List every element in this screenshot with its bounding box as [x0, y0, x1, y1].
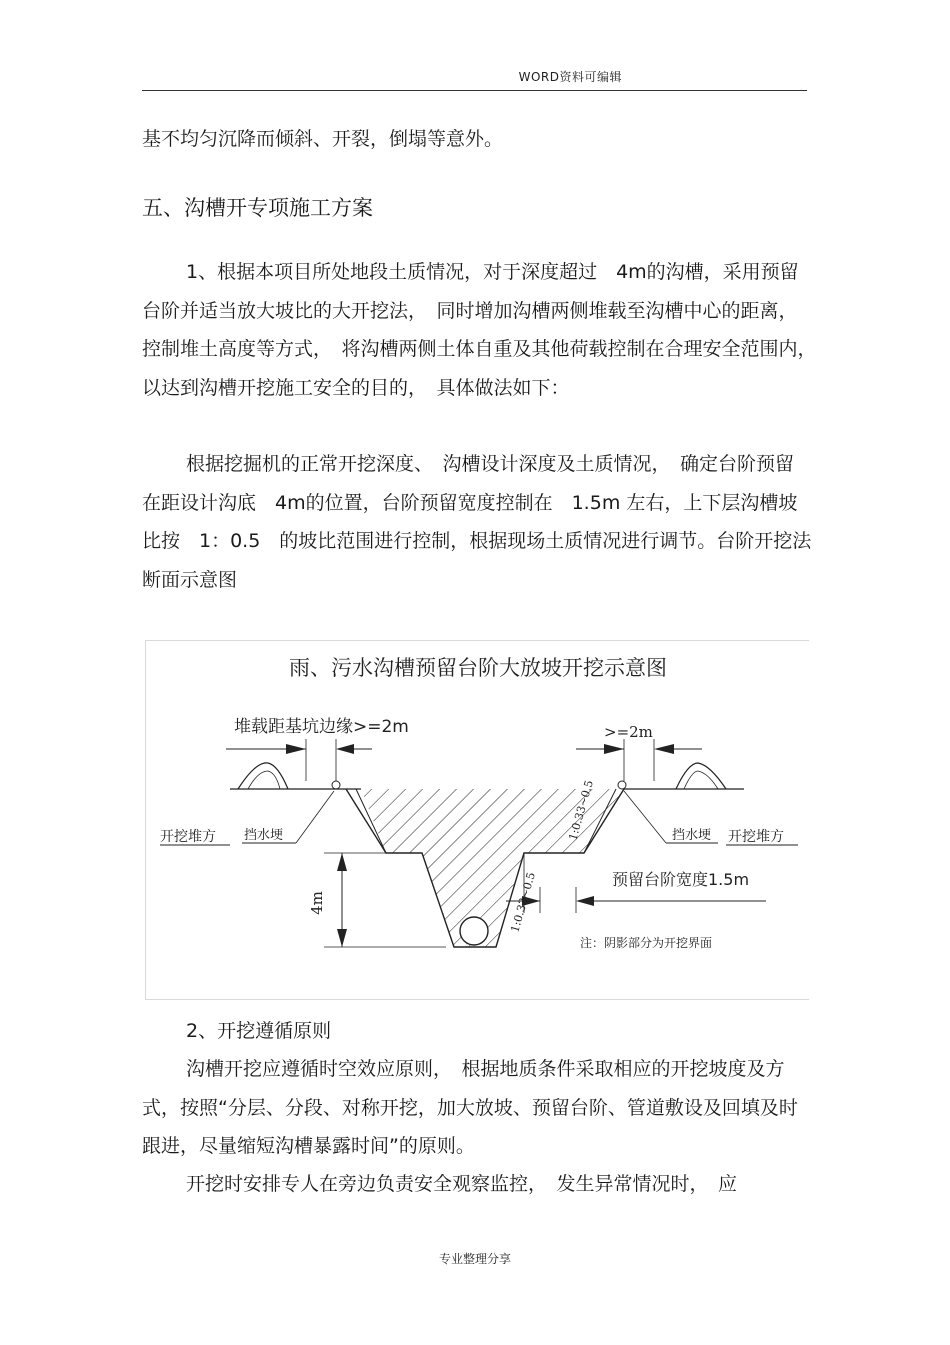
paragraph-step-details: 根据挖掘机的正常开挖深度、 沟槽设计深度及土质情况， 确定台阶预留在距设计沟底 4m的位置，台阶预留宽度控制在 1.5m 左右，上下层沟槽坡比按 1：0.5 的坡比范围进行控制，根据现场土质情况进行调节。台阶开挖法断面示意图 [142, 453, 812, 591]
label-left-dam: 挡水埂 [244, 828, 284, 843]
right-arrow-in [604, 744, 624, 754]
left-arrow-in [286, 744, 306, 754]
subheading-principles: 2、开挖遵循原则 [186, 1020, 332, 1042]
label-left-distance: 堆载距基坑边缘>=2m [234, 717, 409, 737]
depth-arrow-bottom [337, 929, 347, 947]
paragraph-monitoring: 开挖时安排专人在旁边负责安全观察监控， 发生异常情况时， 应 [186, 1173, 738, 1195]
right-dam-icon [618, 781, 626, 789]
excavation-diagram [145, 640, 809, 1000]
label-slope-upper: 1:0.33~0.5 [566, 778, 596, 842]
header-text: WORD资料可编辑 [518, 70, 622, 84]
label-slope-lower: 1:0.33~0.5 [508, 870, 538, 934]
right-spoil-heap [676, 763, 726, 789]
left-arrow-out [336, 744, 354, 754]
label-right-distance: >=2m [604, 723, 653, 741]
depth-arrow-top [337, 853, 347, 871]
label-right-dam: 挡水埂 [672, 828, 712, 843]
header-rule [142, 90, 807, 91]
left-spoil-heap [238, 763, 288, 789]
left-dam-icon [332, 781, 340, 789]
page-footer: 专业整理分享 [438, 1252, 511, 1266]
label-note: 注：阴影部分为开挖界面 [580, 936, 713, 950]
label-step-width: 预留台阶宽度1.5m [612, 870, 750, 889]
pipe-icon [460, 917, 488, 945]
left-spoil-inner [248, 771, 280, 789]
paragraph-method: 1、根据本项目所处地段土质情况，对于深度超过 4m的沟槽，采用预留台阶并适当放大坡比的大开挖法， 同时增加沟槽两侧堆载至沟槽中心的距离， 控制堆土高度等方式， 将沟槽两侧土体自重及其他荷载控制在合理安全范围内， 以达到沟槽开挖施工安全的目的， 具体做法如下： [142, 261, 827, 399]
right-spoil-inner [684, 771, 718, 789]
section-title: 五、沟槽开专项施工方案 [142, 196, 373, 220]
label-left-spoil: 开挖堆方 [160, 829, 216, 845]
right-arrow-out [654, 744, 674, 754]
page-header [142, 68, 807, 85]
paragraph-continuation: 基不均匀沉降而倾斜、开裂，倒塌等意外。 [142, 128, 504, 150]
label-right-spoil: 开挖堆方 [728, 829, 784, 845]
paragraph-principles: 沟槽开挖应遵循时空效应原则， 根据地质条件采取相应的开挖坡度及方式，按照“分层、分段、对称开挖，加大放坡、预留台阶、管道敷设及回填及时跟进，尽量缩短沟槽暴露时间”的原则。 [142, 1058, 798, 1157]
step-arrow-right [576, 896, 594, 906]
diagram-title: 雨、污水沟槽预留台阶大放坡开挖示意图 [289, 656, 667, 680]
label-depth: 4m [308, 891, 326, 915]
